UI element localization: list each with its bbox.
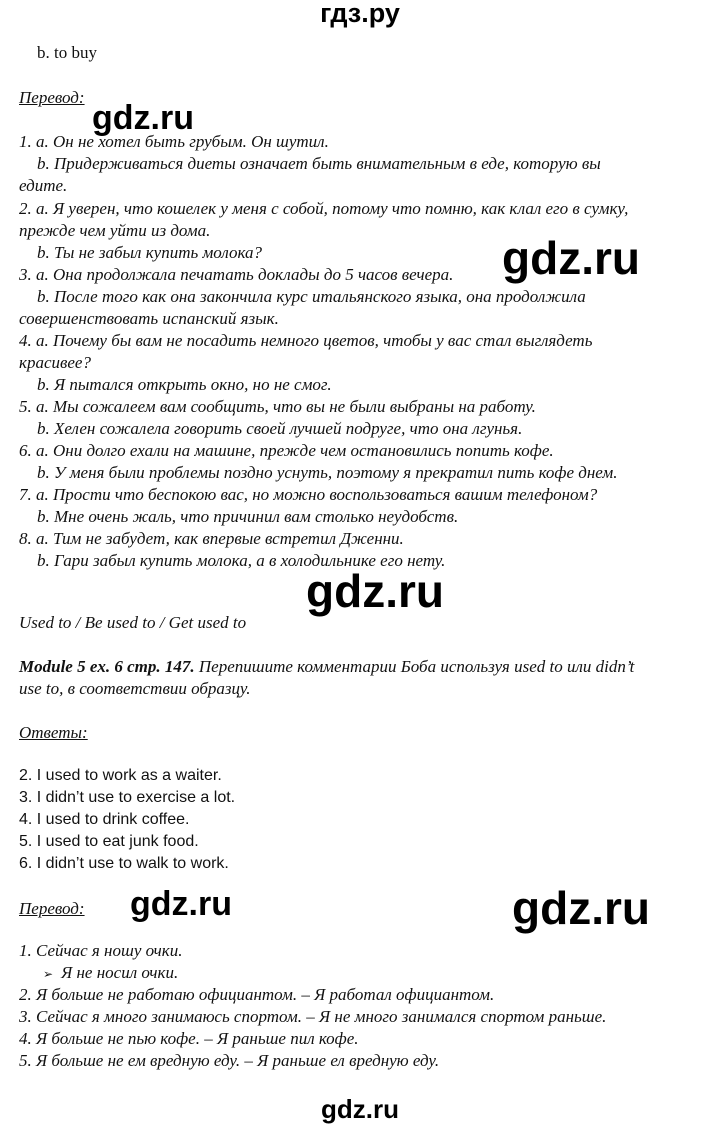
translation2-line: Я не носил очки.	[61, 963, 179, 982]
watermark: gdz.ru	[130, 885, 232, 923]
translation-line: b. Хелен сожалела говорить своей лучшей подруге, что она лгунья.	[37, 419, 523, 438]
translation-line: прежде чем уйти из дома.	[19, 221, 211, 240]
top-answer: b. to buy	[37, 43, 97, 62]
translation-line: 7. a. Прости что беспокою вас, но можно воспользоваться вашим телефоном?	[19, 485, 598, 504]
translation-line: 1. a. Он не хотел быть грубым. Он шутил.	[19, 132, 329, 151]
translation-line: 2. a. Я уверен, что кошелек у меня с собой, потому что помню, как клал его в сумку,	[19, 199, 629, 218]
watermark: gdz.ru	[512, 882, 650, 934]
translation2-line: 2. Я больше не работаю официантом. – Я работал официантом.	[19, 985, 495, 1004]
translation2-line: 3. Сейчас я много занимаюсь спортом. – Я не много занимался спортом раньше.	[19, 1007, 607, 1026]
translation2-line: 4. Я больше не пью кофе. – Я раньше пил кофе.	[19, 1029, 359, 1048]
translation-line: b. Мне очень жаль, что причинил вам столько неудобств.	[37, 507, 459, 526]
answer-item: 4. I used to drink coffee.	[19, 811, 190, 828]
translation-line: 3. a. Она продолжала печатать доклады до 5 часов вечера.	[19, 265, 454, 284]
translation-heading: Перевод:	[19, 88, 85, 107]
translation2-bullet-line	[43, 962, 178, 985]
answer-item: 6. I didn’t use to walk to work.	[19, 855, 229, 872]
translation-line: едите.	[19, 176, 68, 195]
task-text: Перепишите комментарии Боба используя used to или didn’t	[194, 657, 635, 676]
translation2-line: 1. Сейчас я ношу очки.	[19, 941, 183, 960]
arrow-bullet-icon: ➢	[43, 967, 54, 981]
translation-line: 8. a. Тим не забудет, как впервые встретил Дженни.	[19, 529, 404, 548]
section-title: Used to / Be used to / Get used to	[19, 613, 247, 632]
watermark: gdz.ru	[306, 565, 444, 617]
task-line	[19, 656, 634, 678]
site-header: гдз.ру	[320, 0, 400, 28]
task-reference: Module 5 ex. 6 стр. 147.	[19, 657, 195, 676]
translation-line: красивее?	[19, 353, 91, 372]
answer-item: 3. I didn’t use to exercise a lot.	[19, 789, 236, 806]
task-text-continued: use to, в соответствии образцу.	[19, 679, 251, 698]
translation-line: 5. a. Мы сожалеем вам сообщить, что вы не были выбраны на работу.	[19, 397, 536, 416]
answers-heading: Ответы:	[19, 723, 88, 742]
translation-line: b. Ты не забыл купить молока?	[37, 243, 263, 262]
translation-line: b. Я пытался открыть окно, но не смог.	[37, 375, 332, 394]
translation2-heading: Перевод:	[19, 899, 85, 918]
answer-item: 2. I used to work as a waiter.	[19, 767, 222, 784]
watermark: gdz.ru	[502, 232, 640, 284]
watermark: gdz.ru	[92, 99, 194, 137]
translation-line: b. Придерживаться диеты означает быть внимательным в еде, которую вы	[37, 154, 601, 173]
translation-line: b. После того как она закончила курс итальянского языка, она продолжила	[37, 287, 586, 306]
translation2-line: 5. Я больше не ем вредную еду. – Я раньше ел вредную еду.	[19, 1051, 440, 1070]
translation-line: 4. a. Почему бы вам не посадить немного цветов, чтобы у вас стал выглядеть	[19, 331, 593, 350]
watermark: gdz.ru	[321, 1094, 399, 1124]
translation-line: b. У меня были проблемы поздно уснуть, поэтому я прекратил пить кофе днем.	[37, 463, 618, 482]
answer-item: 5. I used to eat junk food.	[19, 833, 199, 850]
translation-line: 6. a. Они долго ехали на машине, прежде чем остановились попить кофе.	[19, 441, 554, 460]
translation-line: совершенствовать испанский язык.	[19, 309, 279, 328]
translation-line: b. Гари забыл купить молока, а в холодильнике его нету.	[37, 551, 446, 570]
